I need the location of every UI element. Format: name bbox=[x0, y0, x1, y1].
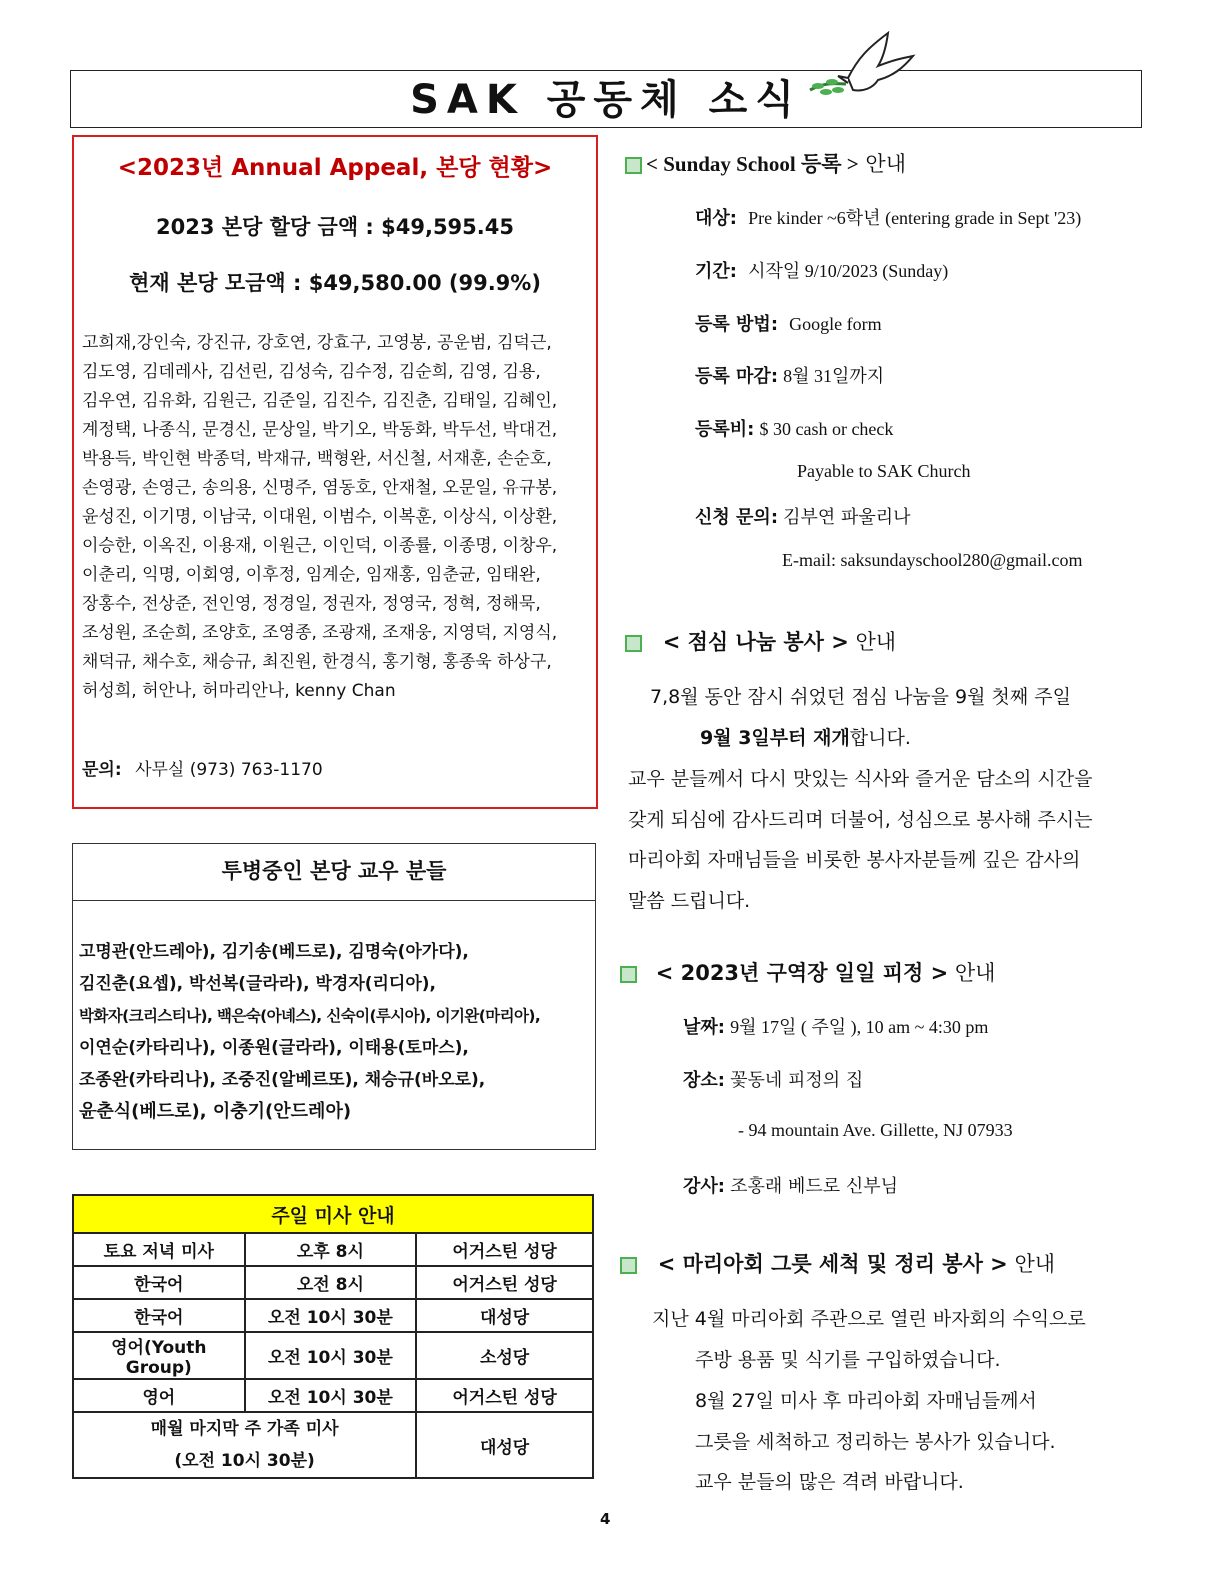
list-item: 박화자(크리스티나), 백은숙(아녜스), 신숙이(루시아), 이기완(마리아), bbox=[79, 1007, 541, 1025]
table-cell: 오전 8시 bbox=[245, 1266, 417, 1299]
sick-parishioners-box bbox=[72, 843, 596, 1150]
table-cell: 어거스틴 성당 bbox=[416, 1266, 593, 1299]
checkbox-square-icon bbox=[625, 157, 642, 174]
maria-line-3: 8월 27일 미사 후 마리아회 자매님들께서 bbox=[695, 1390, 1037, 1412]
list-item: 고명관(안드레아), 김기송(베드로), 김명숙(아가다), bbox=[79, 942, 469, 962]
table-row bbox=[73, 1266, 593, 1299]
list-item: 박용득, 박인현 박종덕, 박재규, 백형완, 서신철, 서재훈, 손순호, bbox=[82, 449, 552, 469]
sunday-school-period: 기간: 시작일 9/10/2023 (Sunday) bbox=[695, 261, 949, 282]
list-item: 조종완(카타리나), 조중진(알베르또), 채승규(바오로), bbox=[79, 1070, 486, 1090]
page-title: SAK 공동체 소식 bbox=[410, 77, 802, 123]
sunday-school-target: 대상: Pre kinder ~6학년 (entering grade in Sept '23) bbox=[695, 208, 1082, 229]
list-item: 김도영, 김데레사, 김선린, 김성숙, 김수정, 김순희, 김영, 김용, bbox=[82, 362, 541, 382]
appeal-collected: 현재 본당 모금액 : $49,580.00 (99.9%) bbox=[129, 271, 541, 295]
sunday-school-deadline: 등록 마감: 8월 31일까지 bbox=[695, 366, 885, 387]
page-number: 4 bbox=[600, 1510, 611, 1528]
table-row bbox=[73, 1299, 593, 1332]
mass-title: 주일 미사 안내 bbox=[73, 1195, 593, 1233]
dove-icon bbox=[808, 28, 918, 108]
table-cell: 대성당 bbox=[416, 1299, 593, 1332]
list-item: 윤춘식(베드로), 이충기(안드레아) bbox=[79, 1101, 352, 1122]
table-cell: 소성당 bbox=[416, 1332, 593, 1379]
sunday-school-email[interactable]: E-mail: saksundayschool280@gmail.com bbox=[782, 550, 1083, 570]
sunday-school-contact: 신청 문의: 김부연 파울리나 bbox=[695, 507, 911, 528]
list-item: 손영광, 손영근, 송의용, 신명주, 염동호, 안재철, 오문일, 유규봉, bbox=[82, 478, 558, 498]
table-row bbox=[73, 1233, 593, 1266]
checkbox-square-icon bbox=[620, 966, 637, 983]
table-cell: 오전 10시 30분 bbox=[245, 1332, 417, 1379]
appeal-target: 2023 본당 할당 금액 : $49,595.45 bbox=[156, 215, 514, 239]
table-cell: 한국어 bbox=[73, 1266, 245, 1299]
table-cell: 어거스틴 성당 bbox=[416, 1379, 593, 1412]
list-item: 채덕규, 채수호, 채승규, 최진원, 한경식, 홍기형, 홍종욱 하상구, bbox=[82, 652, 552, 672]
table-cell: 한국어 bbox=[73, 1299, 245, 1332]
lunch-line-5: 마리아회 자매님들을 비롯한 봉사자분들께 깊은 감사의 bbox=[628, 849, 1081, 871]
annual-appeal-box bbox=[72, 135, 598, 809]
maria-line-2: 주방 용품 및 식기를 구입하였습니다. bbox=[695, 1349, 1001, 1371]
table-header-row bbox=[73, 1195, 593, 1233]
sunday-school-payable: Payable to SAK Church bbox=[797, 461, 971, 481]
maria-heading: < 마리아회 그릇 세척 및 정리 봉사 > 안내 bbox=[620, 1248, 1055, 1278]
table-cell bbox=[73, 1412, 416, 1478]
table-cell: 어거스틴 성당 bbox=[416, 1233, 593, 1266]
maria-line-5: 교우 분들의 많은 격려 바랍니다. bbox=[695, 1471, 964, 1493]
mass-schedule-table bbox=[72, 1194, 594, 1479]
sick-title: 투병중인 본당 교우 분들 bbox=[73, 844, 595, 901]
donor-list bbox=[82, 329, 592, 706]
maria-line-1: 지난 4월 마리아회 주관으로 열린 바자회의 수익으로 bbox=[652, 1308, 1086, 1330]
sunday-school-heading: < Sunday School 등록 > 안내 bbox=[625, 148, 906, 178]
lunch-line-2: 9월 3일부터 재개합니다. bbox=[700, 727, 911, 749]
family-mass-time: (오전 10시 30분) bbox=[174, 1451, 315, 1471]
list-item: 장홍수, 전상준, 전인영, 정경일, 정권자, 정영국, 정혁, 정해묵, bbox=[82, 594, 541, 614]
table-cell: 오후 8시 bbox=[245, 1233, 417, 1266]
checkbox-square-icon bbox=[625, 635, 642, 652]
table-row bbox=[73, 1412, 593, 1478]
header-box bbox=[70, 70, 1142, 128]
list-item: 이춘리, 익명, 이회영, 이후정, 임계순, 임재홍, 임춘균, 임태완, bbox=[82, 565, 541, 585]
lunch-heading: < 점심 나눔 봉사 > 안내 bbox=[625, 626, 896, 656]
appeal-inquiry bbox=[82, 755, 323, 780]
table-cell: 대성당 bbox=[416, 1412, 593, 1478]
list-item: 이연순(카타리나), 이종원(글라라), 이태용(토마스), bbox=[79, 1038, 469, 1058]
retreat-address: - 94 mountain Ave. Gillette, NJ 07933 bbox=[738, 1120, 1013, 1140]
table-cell: 오전 10시 30분 bbox=[245, 1379, 417, 1412]
sick-list bbox=[79, 936, 591, 1128]
table-cell: 영어(Youth Group) bbox=[73, 1332, 245, 1379]
list-item: 고희재,강인숙, 강진규, 강호연, 강효구, 고영봉, 공운범, 김덕근, bbox=[82, 333, 552, 353]
list-item: 계정택, 나종식, 문경신, 문상일, 박기오, 박동화, 박두선, 박대건, bbox=[82, 420, 558, 440]
list-item: 허성희, 허안나, 허마리안나, kenny Chan bbox=[82, 681, 396, 701]
retreat-date: 날짜: 9월 17일 ( 주일 ), 10 am ~ 4:30 pm bbox=[683, 1017, 989, 1038]
inquiry-value: 사무실 (973) 763-1170 bbox=[135, 760, 323, 780]
inquiry-label: 문의: bbox=[82, 760, 122, 780]
sunday-school-method: 등록 방법: Google form bbox=[695, 314, 882, 335]
list-item: 김우연, 김유화, 김원근, 김준일, 김진수, 김진춘, 김태일, 김혜인, bbox=[82, 391, 558, 411]
list-item: 김진춘(요셉), 박선복(글라라), 박경자(리디아), bbox=[79, 974, 437, 994]
lunch-line-1: 7,8월 동안 잠시 쉬었던 점심 나눔을 9월 첫째 주일 bbox=[650, 686, 1071, 708]
table-cell: 영어 bbox=[73, 1379, 245, 1412]
retreat-heading: < 2023년 구역장 일일 피정 > 안내 bbox=[620, 957, 995, 987]
maria-line-4: 그릇을 세척하고 정리하는 봉사가 있습니다. bbox=[695, 1431, 1056, 1453]
list-item: 이승한, 이옥진, 이용재, 이원근, 이인덕, 이종률, 이종명, 이창우, bbox=[82, 536, 558, 556]
table-cell: 오전 10시 30분 bbox=[245, 1299, 417, 1332]
lunch-line-3: 교우 분들께서 다시 맛있는 식사와 즐거운 담소의 시간을 bbox=[628, 768, 1093, 790]
sunday-school-fee: 등록비: $ 30 cash or check bbox=[695, 419, 894, 440]
table-row bbox=[73, 1332, 593, 1379]
retreat-place: 장소: 꽃동네 피정의 집 bbox=[683, 1070, 864, 1091]
family-mass-label: 매월 마지막 주 가족 미사 bbox=[150, 1419, 339, 1439]
retreat-speaker: 강사: 조홍래 베드로 신부님 bbox=[683, 1176, 899, 1197]
table-row bbox=[73, 1379, 593, 1412]
lunch-line-6: 말씀 드립니다. bbox=[628, 890, 751, 912]
checkbox-square-icon bbox=[620, 1257, 637, 1274]
list-item: 조성원, 조순희, 조양호, 조영종, 조광재, 조재웅, 지영덕, 지영식, bbox=[82, 623, 558, 643]
table-cell: 토요 저녁 미사 bbox=[73, 1233, 245, 1266]
lunch-line-4: 갖게 되심에 감사드리며 더불어, 성심으로 봉사해 주시는 bbox=[628, 809, 1093, 831]
list-item: 윤성진, 이기명, 이남국, 이대원, 이범수, 이복훈, 이상식, 이상환, bbox=[82, 507, 558, 527]
appeal-title: <2023년 Annual Appeal, 본당 현황> bbox=[117, 155, 553, 181]
